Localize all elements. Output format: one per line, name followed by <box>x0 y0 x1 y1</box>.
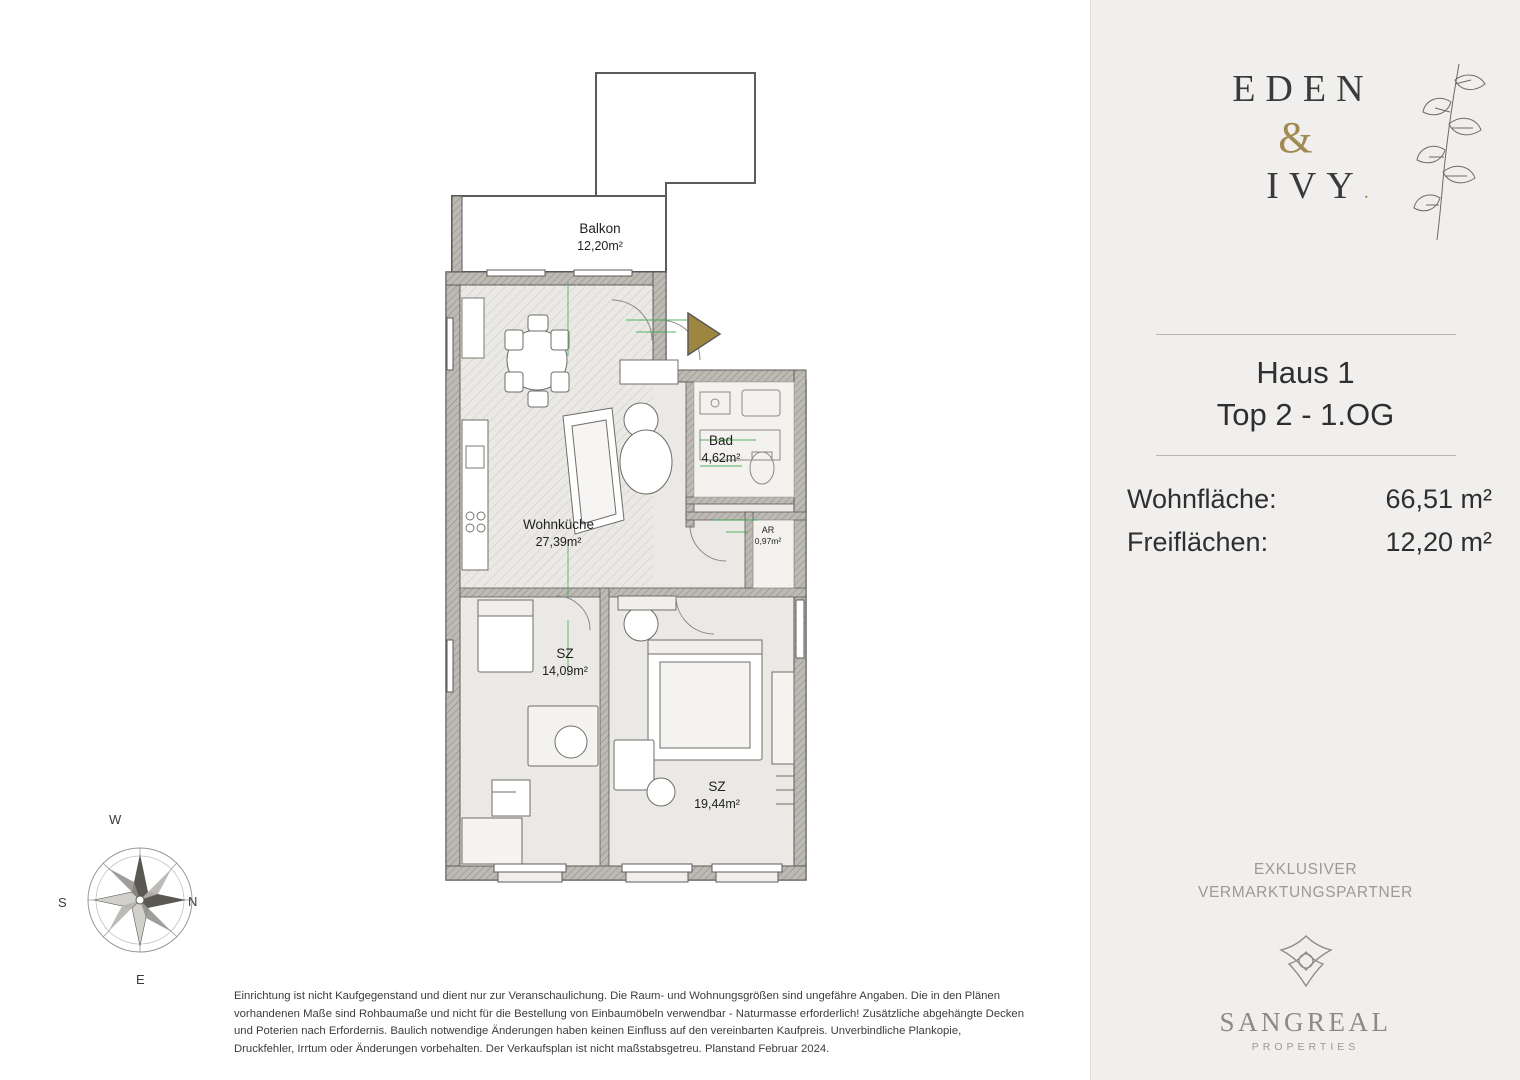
room-label-sz-1: SZ 14,09m² <box>542 646 588 679</box>
entrance-marker <box>688 313 720 355</box>
partner-line-1: EXKLUSIVER <box>1253 861 1358 878</box>
sangreal-emblem-icon <box>1273 928 1339 994</box>
partner-subtitle: PROPERTIES <box>1251 1041 1360 1053</box>
unit-title <box>1091 352 1520 436</box>
room-label-balkon: Balkon 12,20m² <box>577 221 623 254</box>
partner-line-2: VERMARKTUNGSPARTNER <box>1198 884 1413 902</box>
partner-logo <box>1091 928 1520 1053</box>
logo-line-ivy: IVY. <box>1266 165 1379 208</box>
info-panel <box>1090 0 1520 1080</box>
room-label-ar: AR 0,97m² <box>754 525 782 547</box>
value-freiflaechen: 12,20 m² <box>1385 527 1492 557</box>
value-wohnflaeche: 66,51 m² <box>1385 484 1492 514</box>
room-label-bad: Bad 4,62m² <box>701 433 741 466</box>
logo-line-eden: EDEN <box>1232 68 1374 110</box>
label-wohnflaeche: Wohnfläche: <box>1127 484 1277 514</box>
compass-label-w: W <box>109 812 122 827</box>
divider-top <box>1156 334 1456 335</box>
logo-ampersand: & <box>1278 113 1313 162</box>
fact-row-wohnflaeche <box>1127 484 1492 515</box>
compass-label-s: S <box>58 895 67 910</box>
unit-top: Top 2 - 1.OG <box>1216 396 1395 432</box>
area-facts <box>1127 484 1492 570</box>
ivy-leaf-icon <box>1387 58 1497 248</box>
compass-label-n: N <box>188 894 198 909</box>
divider-bottom <box>1156 455 1456 456</box>
disclaimer-text: Einrichtung ist nicht Kaufgegenstand und dient nur zur Veranschaulichung. Die Raum- und Wohnungsgrößen sind ungefähre Angaben. Die in den Plänen vorhandenen Maße sind Rohbaumaße und nicht für die Bestellung von Einbaumöbeln verwendbar - Naturmasse erforderlich! Zusätzliche abgehängte Decken und Poterien nach Erfordernis. Baulich notwendige Änderungen haben keinen Einfluss auf den vereinbarten Kaufpreis. Unverbindliche Plankopie, Druckfehler, Irrtum oder Änderungen vorbehalten. Der Verkaufsplan ist nicht maßstabsgetreu. Planstand Februar 2024. <box>234 990 1024 1055</box>
project-logo <box>1091 70 1520 207</box>
compass-label-e: E <box>136 972 145 987</box>
compass-rose <box>58 812 220 987</box>
partner-name: SANGREAL <box>1219 1007 1392 1037</box>
room-label-sz-2: SZ 19,44m² <box>694 779 740 812</box>
label-freiflaechen: Freiflächen: <box>1127 527 1269 557</box>
unit-house: Haus 1 <box>1256 355 1355 390</box>
room-label-wohnkueche: Wohnküche 27,39m² <box>522 517 595 550</box>
partner-heading <box>1091 858 1520 905</box>
fact-row-freiflaechen <box>1127 527 1492 558</box>
